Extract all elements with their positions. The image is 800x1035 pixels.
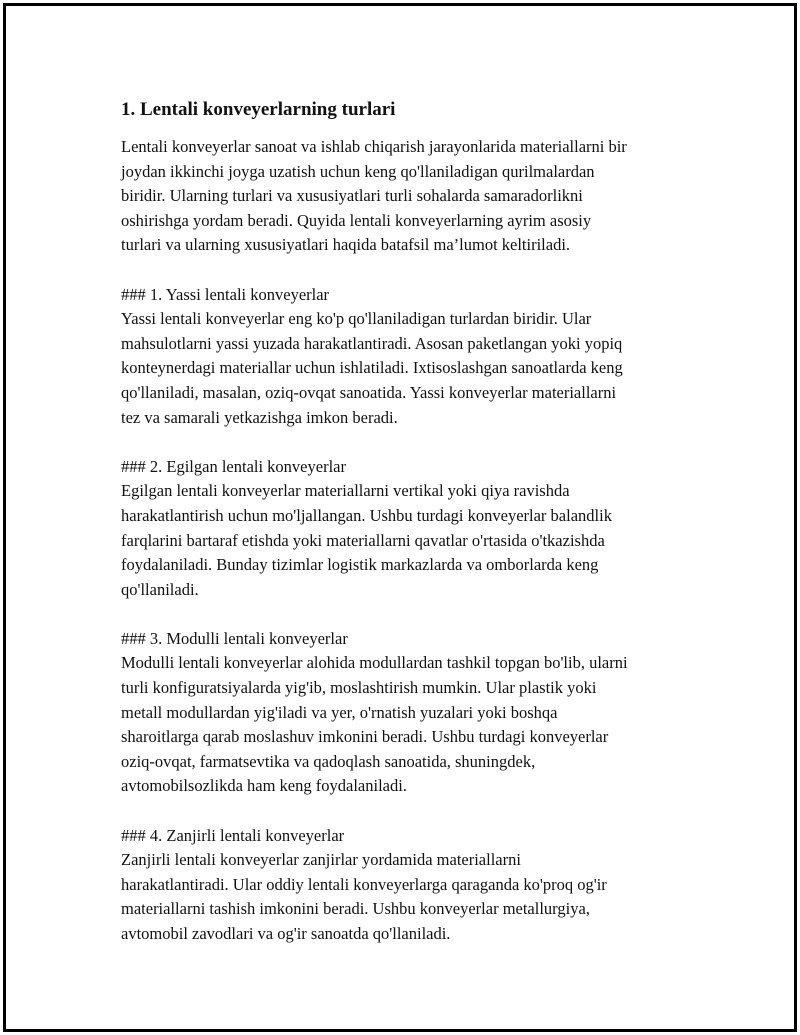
section-body: Yassi lentali konveyerlar eng ko'p qo'llaniladigan turlardan biridir. Ular mahsulotlarni yassi yuzada harakatlantiradi. Asosan paketlangan yoki yopiq konteynerdagi materiallar uchun ishlatiladi. Ixtisoslashgan sanoatlarda keng qo'llaniladi, masalan, oziq-ovqat sanoatida. Yassi konveyerlar materiallarni tez va samarali yetkazishga imkon beradi. [121, 309, 623, 427]
section-body: Egilgan lentali konveyerlar materiallarni vertikal yoki qiya ravishda harakatlantirish uchun mo'ljallangan. Ushbu turdagi konveyerlar balandlik farqlarini bartaraf etishda yoki materiallarni qavatlar o'rtasida o'tkazishda foydalaniladi. Bunday tizimlar logistik markazlarda va omborlarda keng qo'llaniladi. [121, 481, 612, 599]
intro-paragraph: Lentali konveyerlar sanoat va ishlab chiqarish jarayonlarida materiallarni bir joydan ikkinchi joyga uzatish uchun keng qo'llaniladigan qurilmalardan biridir. Ularning turlari va xususiyatlari turli sohalarda samaradorlikni oshirishga yordam beradi. Quyida lentali konveyerlarning ayrim asosiy turlari va ularning xususiyatlari haqida batafsil ma’lumot keltiriladi. [121, 137, 627, 255]
section-heading: ### 4. Zanjirli lentali konveyerlar [121, 825, 345, 845]
section-modulli [121, 627, 701, 799]
section-heading: ### 3. Modulli lentali konveyerlar [121, 628, 348, 648]
section-heading: ### 2. Egilgan lentali konveyerlar [121, 456, 346, 476]
document-title: 1. Lentali konveyerlarning turlari [121, 99, 396, 120]
section-yassi [121, 283, 701, 431]
section-egilgan [121, 455, 701, 603]
document-content [121, 98, 701, 947]
section-heading: ### 1. Yassi lentali konveyerlar [121, 284, 330, 304]
section-body: Zanjirli lentali konveyerlar zanjirlar yordamida materiallarni harakatlantiradi. Ular oddiy lentali konveyerlarga qaraganda ko'proq og'ir materiallarni tashish imkonini beradi. Ushbu konveyerlar metallurgiya, avtomobil zavodlari va og'ir sanoatda qo'llaniladi. [121, 850, 607, 943]
page-frame [3, 3, 797, 1032]
section-zanjirli [121, 824, 701, 947]
section-body: Modulli lentali konveyerlar alohida modullardan tashkil topgan bo'lib, ularni turli konfiguratsiyalarda yig'ib, moslashtirish mumkin. Ular plastik yoki metall modullardan yig'iladi va yer, o'rnatish yuzalari yoki boshqa sharoitlarga qarab moslashuv imkonini beradi. Ushbu turdagi konveyerlar oziq-ovqat, farmatsevtika va qadoqlash sanoatida, shuningdek, avtomobilsozlikda ham keng foydalaniladi. [121, 653, 628, 796]
